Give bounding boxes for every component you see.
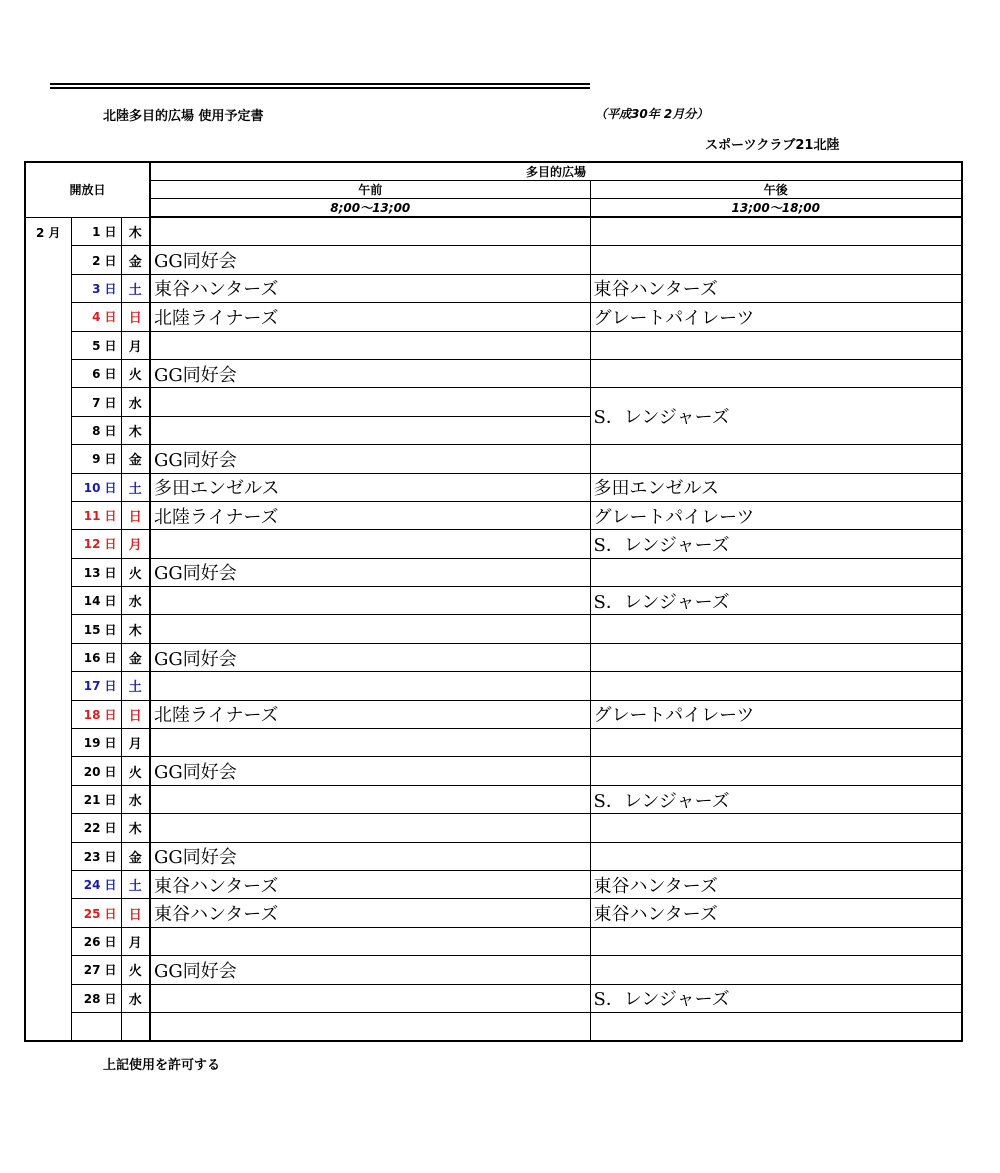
morning-booking — [150, 927, 590, 955]
afternoon-booking: グレートパイレーツ — [590, 303, 962, 331]
day-of-week: 月 — [121, 729, 150, 757]
day-of-week: 日 — [121, 899, 150, 927]
day-of-week: 水 — [121, 587, 150, 615]
day-number: 5 日 — [71, 331, 121, 359]
day-of-week: 土 — [121, 274, 150, 302]
day-of-week: 水 — [121, 984, 150, 1012]
afternoon-booking: S．レンジャーズ — [590, 587, 962, 615]
day-of-week: 水 — [121, 785, 150, 813]
afternoon-booking: 東谷ハンターズ — [590, 274, 962, 302]
afternoon-booking: グレートパイレーツ — [590, 700, 962, 728]
morning-booking: 東谷ハンターズ — [150, 899, 590, 927]
double-rule — [50, 83, 590, 89]
table-row — [25, 445, 962, 473]
header-row-period — [25, 181, 962, 199]
day-number: 9 日 — [71, 445, 121, 473]
morning-booking: GG同好会 — [150, 643, 590, 671]
day-number: 3 日 — [71, 274, 121, 302]
month-cell: 2 月 — [25, 217, 71, 1041]
day-number: 10 日 — [71, 473, 121, 501]
afternoon-booking — [590, 956, 962, 984]
day-of-week: 金 — [121, 643, 150, 671]
table-row-blank — [25, 1012, 962, 1041]
header-time-afternoon: 13;00～18;00 — [590, 199, 962, 218]
afternoon-booking: 東谷ハンターズ — [590, 870, 962, 898]
afternoon-booking — [590, 558, 962, 586]
afternoon-booking — [590, 842, 962, 870]
afternoon-booking — [590, 757, 962, 785]
afternoon-booking — [590, 445, 962, 473]
document-title: 北陸多目的広場 使用予定書 — [103, 109, 264, 124]
day-of-week: 火 — [121, 359, 150, 387]
day-number: 2 日 — [71, 246, 121, 274]
morning-booking — [150, 331, 590, 359]
day-of-week: 金 — [121, 246, 150, 274]
morning-booking: GG同好会 — [150, 757, 590, 785]
morning-booking: 北陸ライナーズ — [150, 303, 590, 331]
day-number: 22 日 — [71, 814, 121, 842]
day-of-week: 木 — [121, 217, 150, 246]
day-number: 21 日 — [71, 785, 121, 813]
header-row-time — [25, 199, 962, 218]
day-of-week: 月 — [121, 927, 150, 955]
morning-booking: 北陸ライナーズ — [150, 501, 590, 529]
table-row — [25, 303, 962, 331]
morning-booking: GG同好会 — [150, 558, 590, 586]
morning-booking — [150, 785, 590, 813]
day-number: 15 日 — [71, 615, 121, 643]
afternoon-booking: グレートパイレーツ — [590, 501, 962, 529]
day-of-week: 金 — [121, 842, 150, 870]
day-number: 13 日 — [71, 558, 121, 586]
day-of-week: 土 — [121, 870, 150, 898]
day-number: 26 日 — [71, 927, 121, 955]
table-row — [25, 814, 962, 842]
day-number: 7 日 — [71, 388, 121, 416]
table-row — [25, 899, 962, 927]
day-of-week: 月 — [121, 530, 150, 558]
day-of-week: 水 — [121, 388, 150, 416]
day-number: 19 日 — [71, 729, 121, 757]
day-number: 16 日 — [71, 643, 121, 671]
afternoon-booking — [590, 643, 962, 671]
day-number: 12 日 — [71, 530, 121, 558]
table-row — [25, 359, 962, 387]
afternoon-booking: S．レンジャーズ — [590, 530, 962, 558]
blank-cell — [71, 1012, 121, 1041]
header-morning: 午前 — [150, 181, 590, 199]
period-label: （平成30年 2月分） — [595, 107, 709, 121]
blank-cell — [150, 1012, 590, 1041]
afternoon-booking — [590, 672, 962, 700]
day-of-week: 金 — [121, 445, 150, 473]
morning-booking — [150, 388, 590, 416]
morning-booking — [150, 217, 590, 246]
morning-booking — [150, 672, 590, 700]
day-of-week: 月 — [121, 331, 150, 359]
afternoon-booking — [590, 729, 962, 757]
morning-booking — [150, 530, 590, 558]
table-row — [25, 501, 962, 529]
afternoon-booking — [590, 246, 962, 274]
day-of-week: 火 — [121, 558, 150, 586]
day-number: 24 日 — [71, 870, 121, 898]
afternoon-booking — [590, 217, 962, 246]
table-row — [25, 530, 962, 558]
day-number: 1 日 — [71, 217, 121, 246]
day-number: 17 日 — [71, 672, 121, 700]
table-row — [25, 672, 962, 700]
morning-booking: 東谷ハンターズ — [150, 870, 590, 898]
blank-cell — [121, 1012, 150, 1041]
day-number: 8 日 — [71, 416, 121, 444]
table-row — [25, 984, 962, 1012]
table-row — [25, 927, 962, 955]
morning-booking: 東谷ハンターズ — [150, 274, 590, 302]
day-of-week: 木 — [121, 814, 150, 842]
day-number: 23 日 — [71, 842, 121, 870]
day-of-week: 日 — [121, 700, 150, 728]
afternoon-booking — [590, 359, 962, 387]
table-row — [25, 956, 962, 984]
day-number: 28 日 — [71, 984, 121, 1012]
day-of-week: 日 — [121, 303, 150, 331]
table-row — [25, 246, 962, 274]
afternoon-booking — [590, 615, 962, 643]
morning-booking: GG同好会 — [150, 956, 590, 984]
table-row — [25, 217, 962, 246]
afternoon-booking — [590, 814, 962, 842]
day-of-week: 木 — [121, 615, 150, 643]
day-number: 25 日 — [71, 899, 121, 927]
table-row — [25, 870, 962, 898]
day-of-week: 火 — [121, 757, 150, 785]
day-of-week: 火 — [121, 956, 150, 984]
table-row — [25, 587, 962, 615]
organization-name: スポーツクラブ21北陸 — [705, 138, 840, 153]
header-row-venue — [25, 162, 962, 181]
table-row — [25, 473, 962, 501]
day-number: 14 日 — [71, 587, 121, 615]
header-open-day: 開放日 — [25, 162, 150, 217]
morning-booking: GG同好会 — [150, 445, 590, 473]
morning-booking — [150, 416, 590, 444]
morning-booking — [150, 587, 590, 615]
blank-cell — [590, 1012, 962, 1041]
morning-booking: GG同好会 — [150, 359, 590, 387]
morning-booking: 北陸ライナーズ — [150, 700, 590, 728]
morning-booking — [150, 729, 590, 757]
table-row — [25, 757, 962, 785]
day-number: 11 日 — [71, 501, 121, 529]
day-of-week: 土 — [121, 473, 150, 501]
day-number: 20 日 — [71, 757, 121, 785]
approval-text: 上記使用を許可する — [103, 1058, 221, 1073]
afternoon-booking: S．レンジャーズ — [590, 388, 962, 445]
day-number: 6 日 — [71, 359, 121, 387]
table-row — [25, 785, 962, 813]
table-row — [25, 388, 962, 416]
table-row — [25, 274, 962, 302]
day-number: 4 日 — [71, 303, 121, 331]
table-row — [25, 842, 962, 870]
schedule-table — [24, 161, 963, 1042]
morning-booking — [150, 615, 590, 643]
table-row — [25, 331, 962, 359]
morning-booking: 多田エンゼルス — [150, 473, 590, 501]
afternoon-booking: 東谷ハンターズ — [590, 899, 962, 927]
afternoon-booking: S．レンジャーズ — [590, 984, 962, 1012]
table-row — [25, 700, 962, 728]
table-row — [25, 729, 962, 757]
morning-booking — [150, 984, 590, 1012]
morning-booking: GG同好会 — [150, 842, 590, 870]
day-of-week: 土 — [121, 672, 150, 700]
header-time-morning: 8;00～13;00 — [150, 199, 590, 218]
header-afternoon: 午後 — [590, 181, 962, 199]
afternoon-booking — [590, 331, 962, 359]
header-venue: 多目的広場 — [150, 162, 962, 181]
afternoon-booking: S．レンジャーズ — [590, 785, 962, 813]
day-of-week: 日 — [121, 501, 150, 529]
table-row — [25, 643, 962, 671]
day-number: 27 日 — [71, 956, 121, 984]
afternoon-booking: 多田エンゼルス — [590, 473, 962, 501]
table-row — [25, 615, 962, 643]
day-number: 18 日 — [71, 700, 121, 728]
day-of-week: 木 — [121, 416, 150, 444]
table-row — [25, 558, 962, 586]
afternoon-booking — [590, 927, 962, 955]
morning-booking — [150, 814, 590, 842]
morning-booking: GG同好会 — [150, 246, 590, 274]
